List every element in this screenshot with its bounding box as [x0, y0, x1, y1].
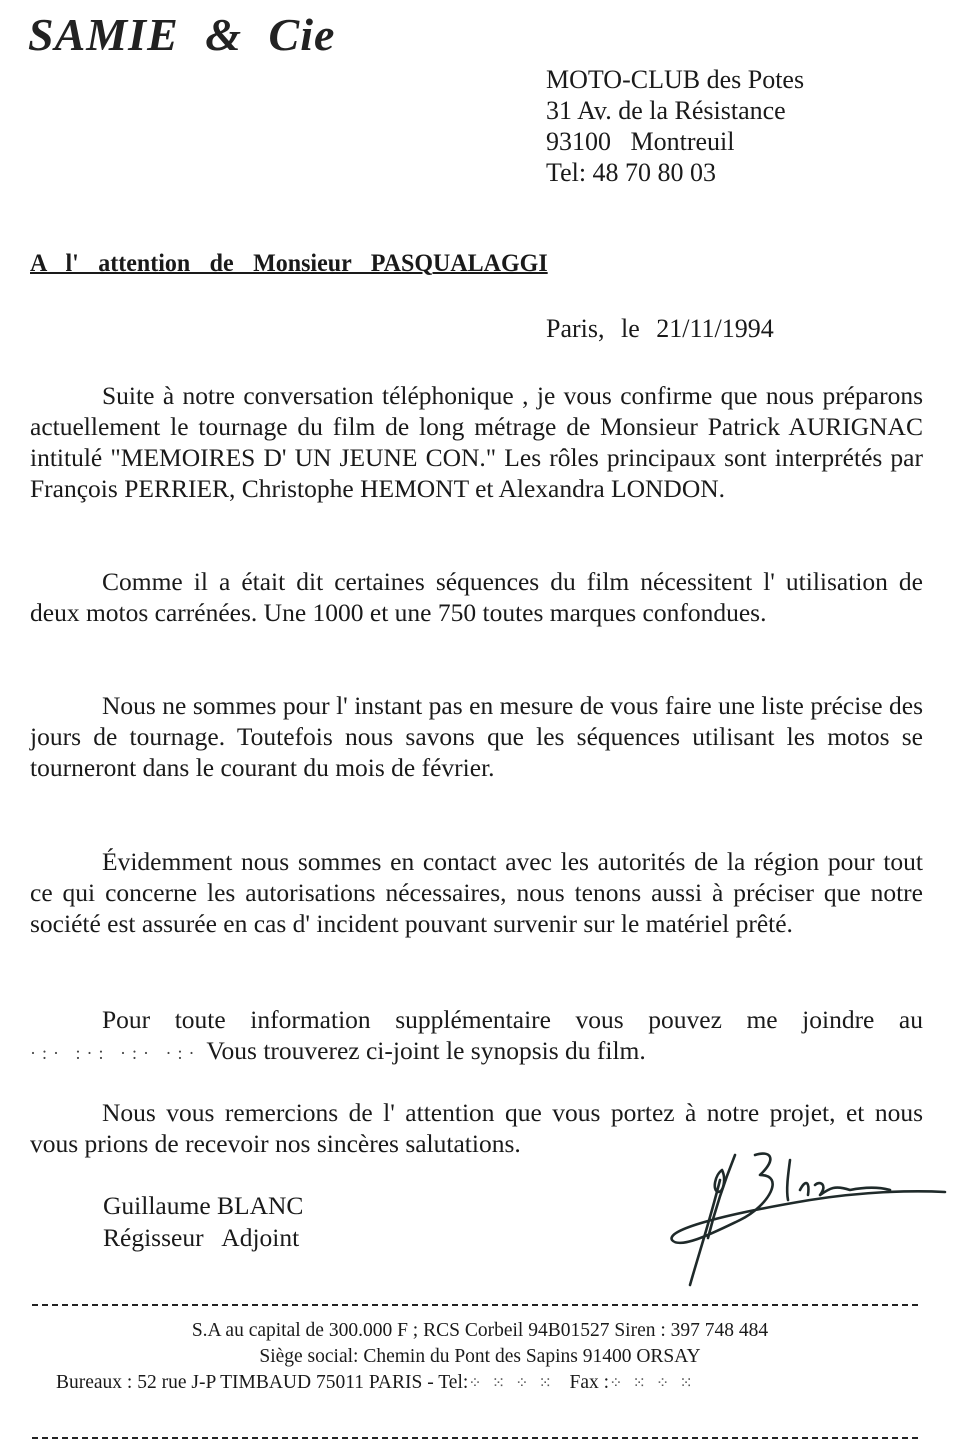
redacted-tel: ⁘ ⁙ ⁘ ⁙	[468, 1375, 555, 1392]
attention-line: A l' attention de Monsieur PASQUALAGGI	[30, 250, 548, 277]
footer-headquarters: Siège social: Chemin du Pont des Sapins 91400 ORSAY	[259, 1346, 701, 1367]
footer-offices-address: Bureaux : 52 rue J-P TIMBAUD 75011 PARIS - Tel:	[56, 1372, 469, 1393]
paragraph-text: Suite à notre conversation téléphonique , je vous confirme que nous préparons actuellement le tournage du film de long métrage de Monsieur Patrick AURIGNAC intitulé "MEMOIRES D' UN JEUNE CON." Les rôles principaux sont interprétés par François PERRIER, Christophe HEMONT et Alexandra LONDON.	[30, 381, 923, 503]
body-paragraph	[30, 1004, 923, 1069]
signatory-title: Régisseur Adjoint	[103, 1223, 300, 1252]
signatory-block	[103, 1190, 303, 1254]
redacted-fax: ⁘ ⁙ ⁘ ⁙	[609, 1375, 696, 1392]
recipient-line: MOTO-CLUB des Potes	[546, 65, 805, 94]
body-paragraph	[30, 690, 923, 783]
redacted-phone: ·:· :·: ·:· ·:·	[30, 1043, 201, 1063]
paragraph-text: Pour toute information supplémentaire vous pouvez me joindre au	[102, 1005, 923, 1034]
paragraph-text: Nous vous remercions de l' attention que vous portez à notre projet, et nous vous prions de recevoir nos sincères salutations.	[30, 1098, 923, 1158]
body-paragraph	[30, 566, 923, 628]
fax-label: Fax :	[569, 1372, 610, 1393]
company-name: SAMIE & Cie	[28, 9, 336, 60]
paragraph-text: Nous ne sommes pour l' instant pas en mesure de vous faire une liste précise des jours de tournage. Toutefois nous savons que les séquences utilisant les motos se tourneront dans le courant du mois de février.	[30, 691, 923, 782]
body-paragraph	[30, 846, 923, 939]
recipient-address	[546, 64, 804, 188]
footer-divider-bottom	[32, 1437, 918, 1439]
body-paragraph	[30, 380, 923, 504]
footer-offices	[56, 1372, 956, 1394]
signatory-name: Guillaume BLANC	[103, 1191, 304, 1220]
recipient-line: 31 Av. de la Résistance	[546, 96, 786, 125]
dateline: Paris, le 21/11/1994	[546, 314, 774, 343]
paragraph-text: Évidemment nous sommes en contact avec les autorités de la région pour tout ce qui concerne les autorisations nécessaires, nous tenons aussi à préciser que notre société est assurée en cas d' incident pouvant survenir sur le matériel prêté.	[30, 847, 923, 938]
paragraph-text: Vous trouverez ci-joint le synopsis du film.	[206, 1036, 646, 1065]
footer-legal: S.A au capital de 300.000 F ; RCS Corbeil 94B01527 Siren : 397 748 484	[191, 1320, 769, 1341]
signature-icon	[660, 1150, 950, 1290]
recipient-line: 93100 Montreuil	[546, 127, 735, 156]
footer-divider-top	[32, 1304, 918, 1306]
paragraph-text: Comme il a était dit certaines séquences du film nécessitent l' utilisation de deux motos carrénées. Une 1000 et une 750 toutes marques confondues.	[30, 567, 923, 627]
recipient-line: Tel: 48 70 80 03	[546, 158, 717, 187]
